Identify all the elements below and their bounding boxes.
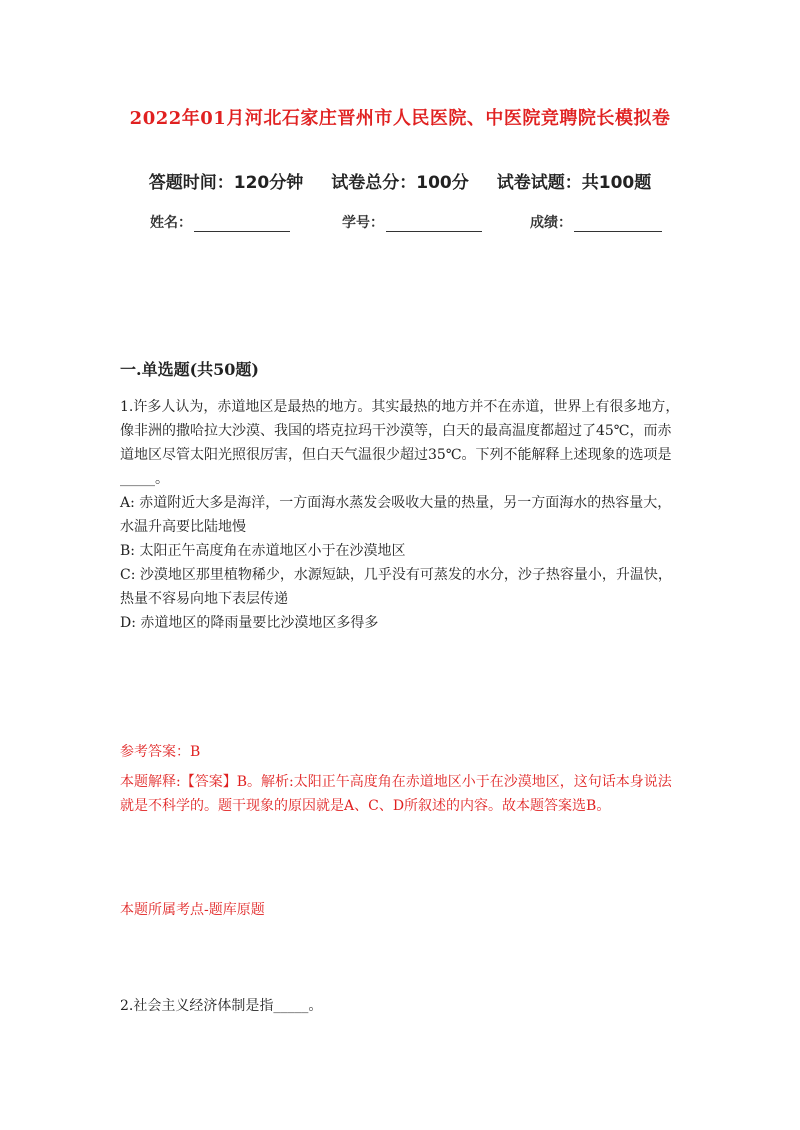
student-id-label: 学号： (342, 215, 384, 231)
knowledge-point: 本题所属考点-题库原题 (120, 902, 265, 918)
answer-explanation: 本题解释:【答案】B。解析:太阳正午高度角在赤道地区小于在沙漠地区，这句话本身说法就是不科学的。题干现象的原因就是A、C、D所叙述的内容。故本题答案选B。 (120, 774, 672, 814)
option-a[interactable]: A: 赤道附近大多是海洋，一方面海水蒸发会吸收大量的热量，另一方面海水的热容量大，水温升高要比陆地慢 (120, 495, 672, 535)
name-blank[interactable] (194, 216, 290, 232)
question-1 (120, 395, 680, 635)
exam-question-count: 试卷试题：共100题 (496, 173, 652, 193)
reference-answer: 参考答案：B (120, 744, 201, 760)
option-b[interactable]: B: 太阳正午高度角在赤道地区小于在沙漠地区 (120, 543, 406, 559)
score-blank[interactable] (574, 216, 662, 232)
student-id-blank[interactable] (386, 216, 482, 232)
exam-total-score: 试卷总分：100分 (331, 173, 469, 193)
exam-info (0, 168, 800, 193)
student-id-field (342, 212, 482, 232)
score-field (530, 212, 662, 232)
option-c[interactable]: C: 沙漠地区那里植物稀少，水源短缺，几乎没有可蒸发的水分，沙子热容量小，升温快，热量不容易向地下表层传递 (120, 567, 672, 607)
score-label: 成绩： (530, 215, 572, 231)
section-title: 一.单选题(共50题) (120, 360, 259, 379)
exam-time: 答题时间：120分钟 (148, 173, 304, 193)
question-1-stem: 1.许多人认为，赤道地区是最热的地方。其实最热的地方并不在赤道，世界上有很多地方，像非洲的撒哈拉大沙漠、我国的塔克拉玛干沙漠等，白天的最高温度都超过了45℃，而赤道地区尽管太阳光照很厉害，但白天气温很少超过35℃。下列不能解释上述现象的选项是_____。 (120, 399, 680, 487)
page-title: 2022年01月河北石家庄晋州市人民医院、中医院竞聘院长模拟卷 (129, 108, 671, 129)
question-2 (120, 994, 680, 1018)
name-label: 姓名： (150, 215, 192, 231)
option-d[interactable]: D: 赤道地区的降雨量要比沙漠地区多得多 (120, 615, 379, 631)
question-2-stem: 2.社会主义经济体制是指_____。 (120, 998, 323, 1014)
name-field (150, 212, 290, 232)
